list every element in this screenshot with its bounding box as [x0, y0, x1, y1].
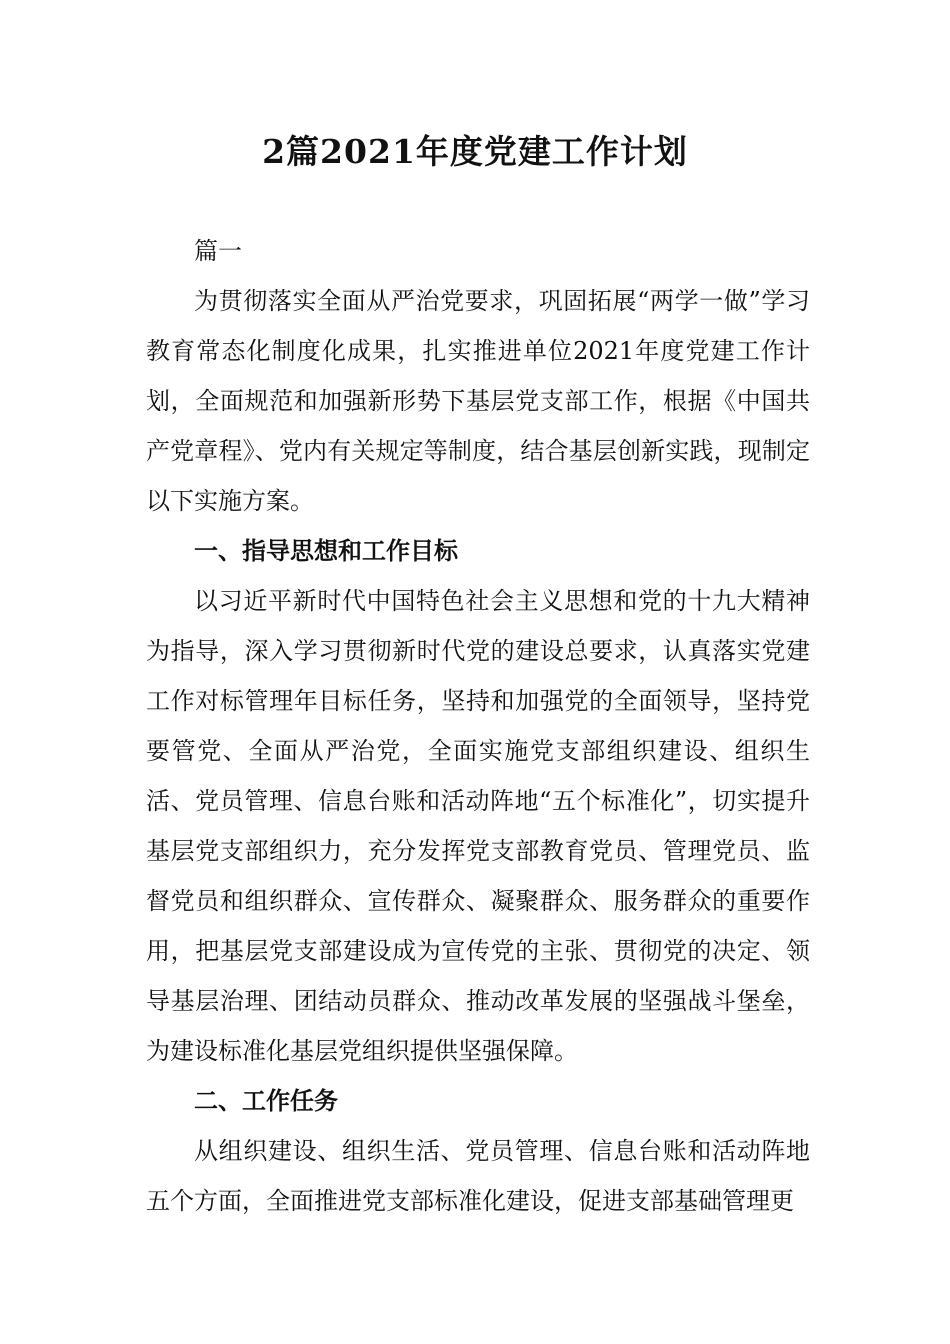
- section-heading-2: 二、工作任务: [194, 1086, 338, 1115]
- document-body: [146, 226, 810, 1226]
- section-heading-1: 一、指导思想和工作目标: [194, 536, 458, 565]
- section-label: 篇一: [194, 237, 242, 265]
- paragraph-1: 以习近平新时代中国特色社会主义思想和党的十九大精神为指导，深入学习贯彻新时代党的建设总要求，认真落实党建工作对标管理年目标任务，坚持和加强党的全面领导，坚持党要管党、全面从严治党，全面实施党支部组织建设、组织生活、党员管理、信息台账和活动阵地“五个标准化”，切实提升基层党支部组织力，充分发挥党支部教育党员、管理党员、监督党员和组织群众、宣传群众、凝聚群众、服务群众的重要作用，把基层党支部建设成为宣传党的主张、贯彻党的决定、领导基层治理、团结动员群众、推动改革发展的坚强战斗堡垒，为建设标准化基层党组织提供坚强保障。: [146, 587, 810, 1065]
- intro-paragraph: 为贯彻落实全面从严治党要求，巩固拓展“两学一做”学习教育常态化制度化成果，扎实推进单位2021年度党建工作计划，全面规范和加强新形势下基层党支部工作，根据《中国共产党章程》、党内有关规定等制度，结合基层创新实践，现制定以下实施方案。: [146, 287, 810, 515]
- document-title: 2篇2021年度党建工作计划: [262, 132, 688, 171]
- paragraph-2: 从组织建设、组织生活、党员管理、信息台账和活动阵地五个方面，全面推进党支部标准化建设，促进支部基础管理更: [146, 1137, 810, 1215]
